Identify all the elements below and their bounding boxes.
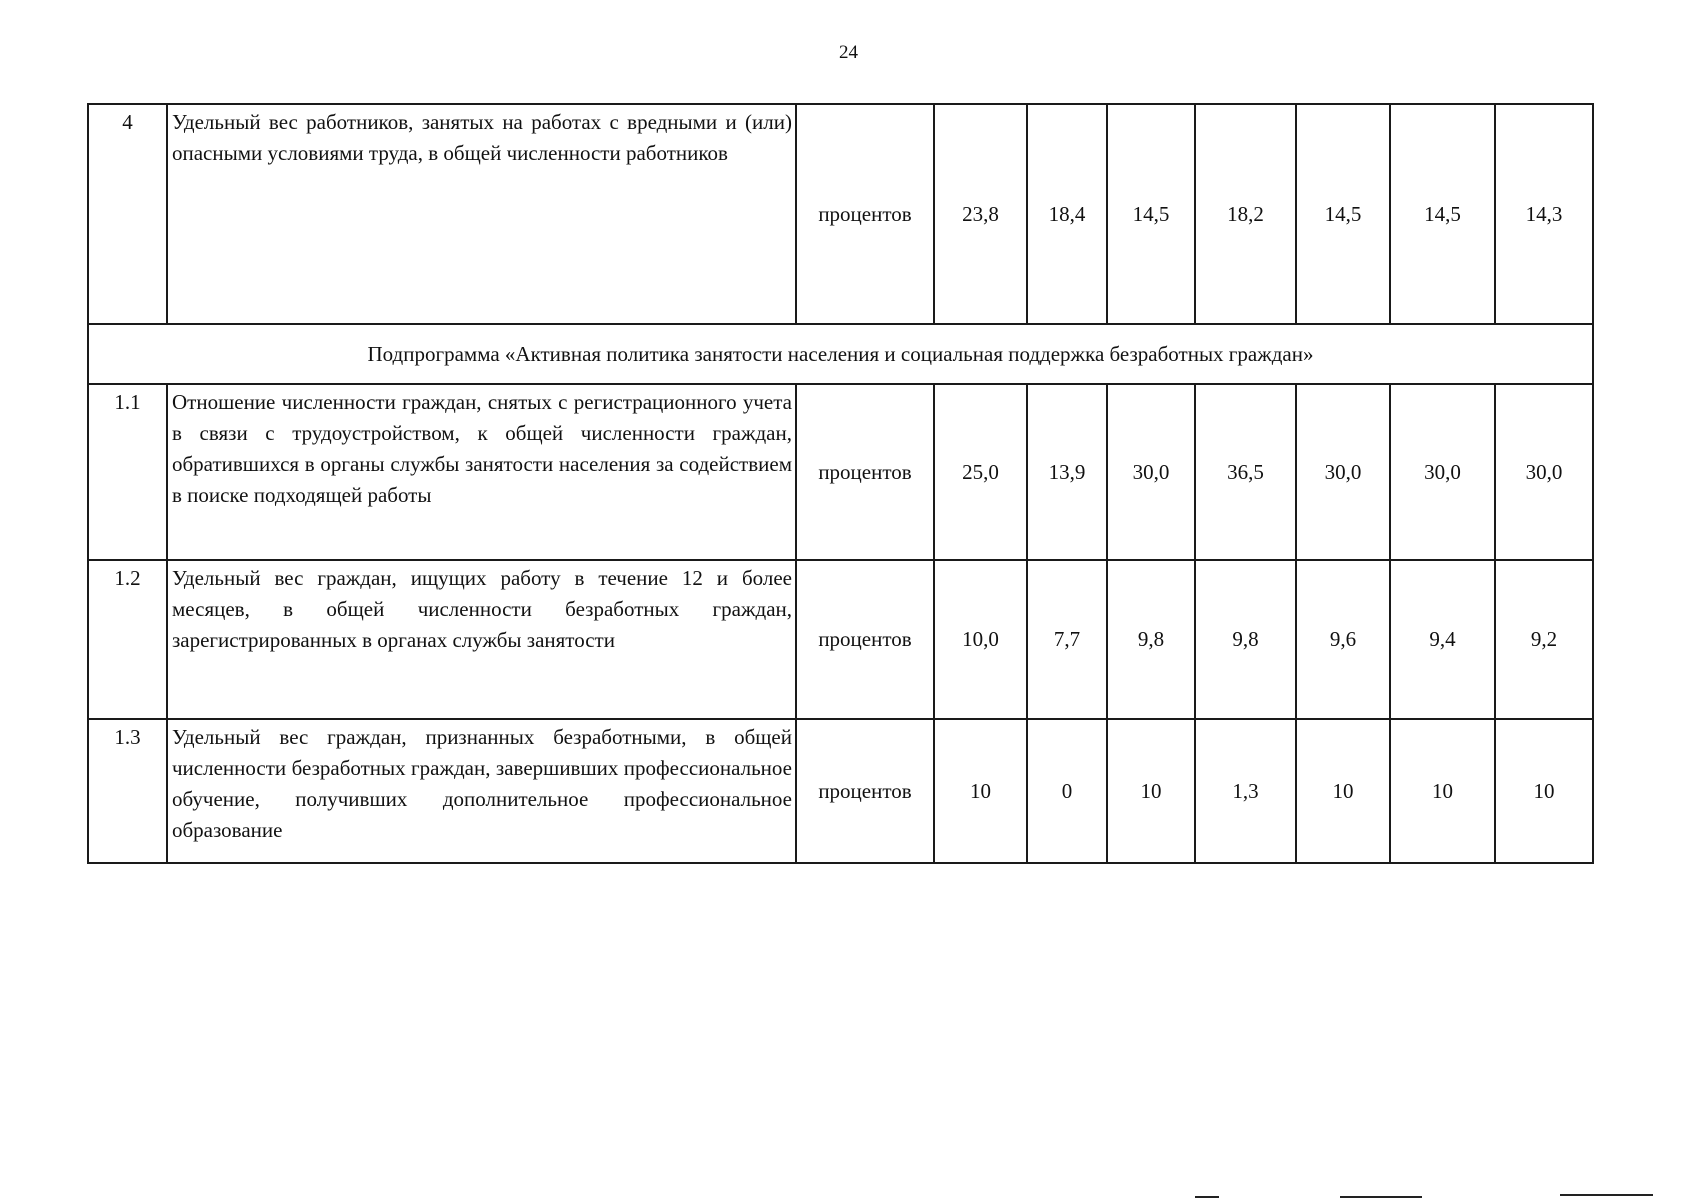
value-cell: 23,8: [934, 104, 1027, 324]
value-cell: 10: [1296, 719, 1390, 863]
indicator-name: Удельный вес граждан, признанных безработными, в общей численности безработных граждан, завершивших профессиональное обучение, получивших дополнительное профессиональное образование: [167, 719, 796, 863]
value-cell: 30,0: [1390, 384, 1495, 560]
row-number: 1.2: [88, 560, 167, 719]
value-cell: 25,0: [934, 384, 1027, 560]
value-cell: 10: [1495, 719, 1593, 863]
indicator-name: Удельный вес граждан, ищущих работу в течение 12 и более месяцев, в общей численности безработных граждан, зарегистрированных в органах службы занятости: [167, 560, 796, 719]
value-cell: 9,8: [1195, 560, 1296, 719]
unit-cell: процентов: [796, 104, 934, 324]
unit-cell: процентов: [796, 719, 934, 863]
unit-cell: процентов: [796, 384, 934, 560]
row-number: 1.1: [88, 384, 167, 560]
subprogram-row: [88, 324, 1593, 384]
indicators-table: [87, 103, 1594, 864]
value-cell: 30,0: [1107, 384, 1195, 560]
value-cell: 10: [1107, 719, 1195, 863]
value-cell: 14,5: [1390, 104, 1495, 324]
value-cell: 30,0: [1495, 384, 1593, 560]
value-cell: 36,5: [1195, 384, 1296, 560]
value-cell: 30,0: [1296, 384, 1390, 560]
page-number: 24: [839, 42, 858, 63]
value-cell: 10: [934, 719, 1027, 863]
scan-artifact-line: [1195, 1196, 1219, 1198]
subprogram-title: Подпрограмма «Активная политика занятости населения и социальная поддержка безработных граждан»: [88, 324, 1593, 384]
value-cell: 9,2: [1495, 560, 1593, 719]
indicator-name: Удельный вес работников, занятых на работах с вредными и (или) опасными условиями труда, в общей численности работников: [167, 104, 796, 324]
row-number: 4: [88, 104, 167, 324]
value-cell: 0: [1027, 719, 1107, 863]
table-row: [88, 719, 1593, 863]
value-cell: 1,3: [1195, 719, 1296, 863]
value-cell: 14,5: [1107, 104, 1195, 324]
scan-artifact-line: [1560, 1194, 1653, 1196]
table-row: [88, 104, 1593, 324]
value-cell: 9,4: [1390, 560, 1495, 719]
value-cell: 9,8: [1107, 560, 1195, 719]
value-cell: 10: [1390, 719, 1495, 863]
table-row: [88, 560, 1593, 719]
table-row: [88, 384, 1593, 560]
value-cell: 7,7: [1027, 560, 1107, 719]
value-cell: 13,9: [1027, 384, 1107, 560]
scan-artifact-line: [1340, 1196, 1422, 1198]
row-number: 1.3: [88, 719, 167, 863]
indicator-name: Отношение численности граждан, снятых с регистрационного учета в связи с трудоустройством, к общей численности граждан, обратившихся в органы службы занятости населения за содействием в поиске подходящей работы: [167, 384, 796, 560]
value-cell: 18,4: [1027, 104, 1107, 324]
value-cell: 14,5: [1296, 104, 1390, 324]
value-cell: 10,0: [934, 560, 1027, 719]
value-cell: 18,2: [1195, 104, 1296, 324]
value-cell: 9,6: [1296, 560, 1390, 719]
unit-cell: процентов: [796, 560, 934, 719]
value-cell: 14,3: [1495, 104, 1593, 324]
